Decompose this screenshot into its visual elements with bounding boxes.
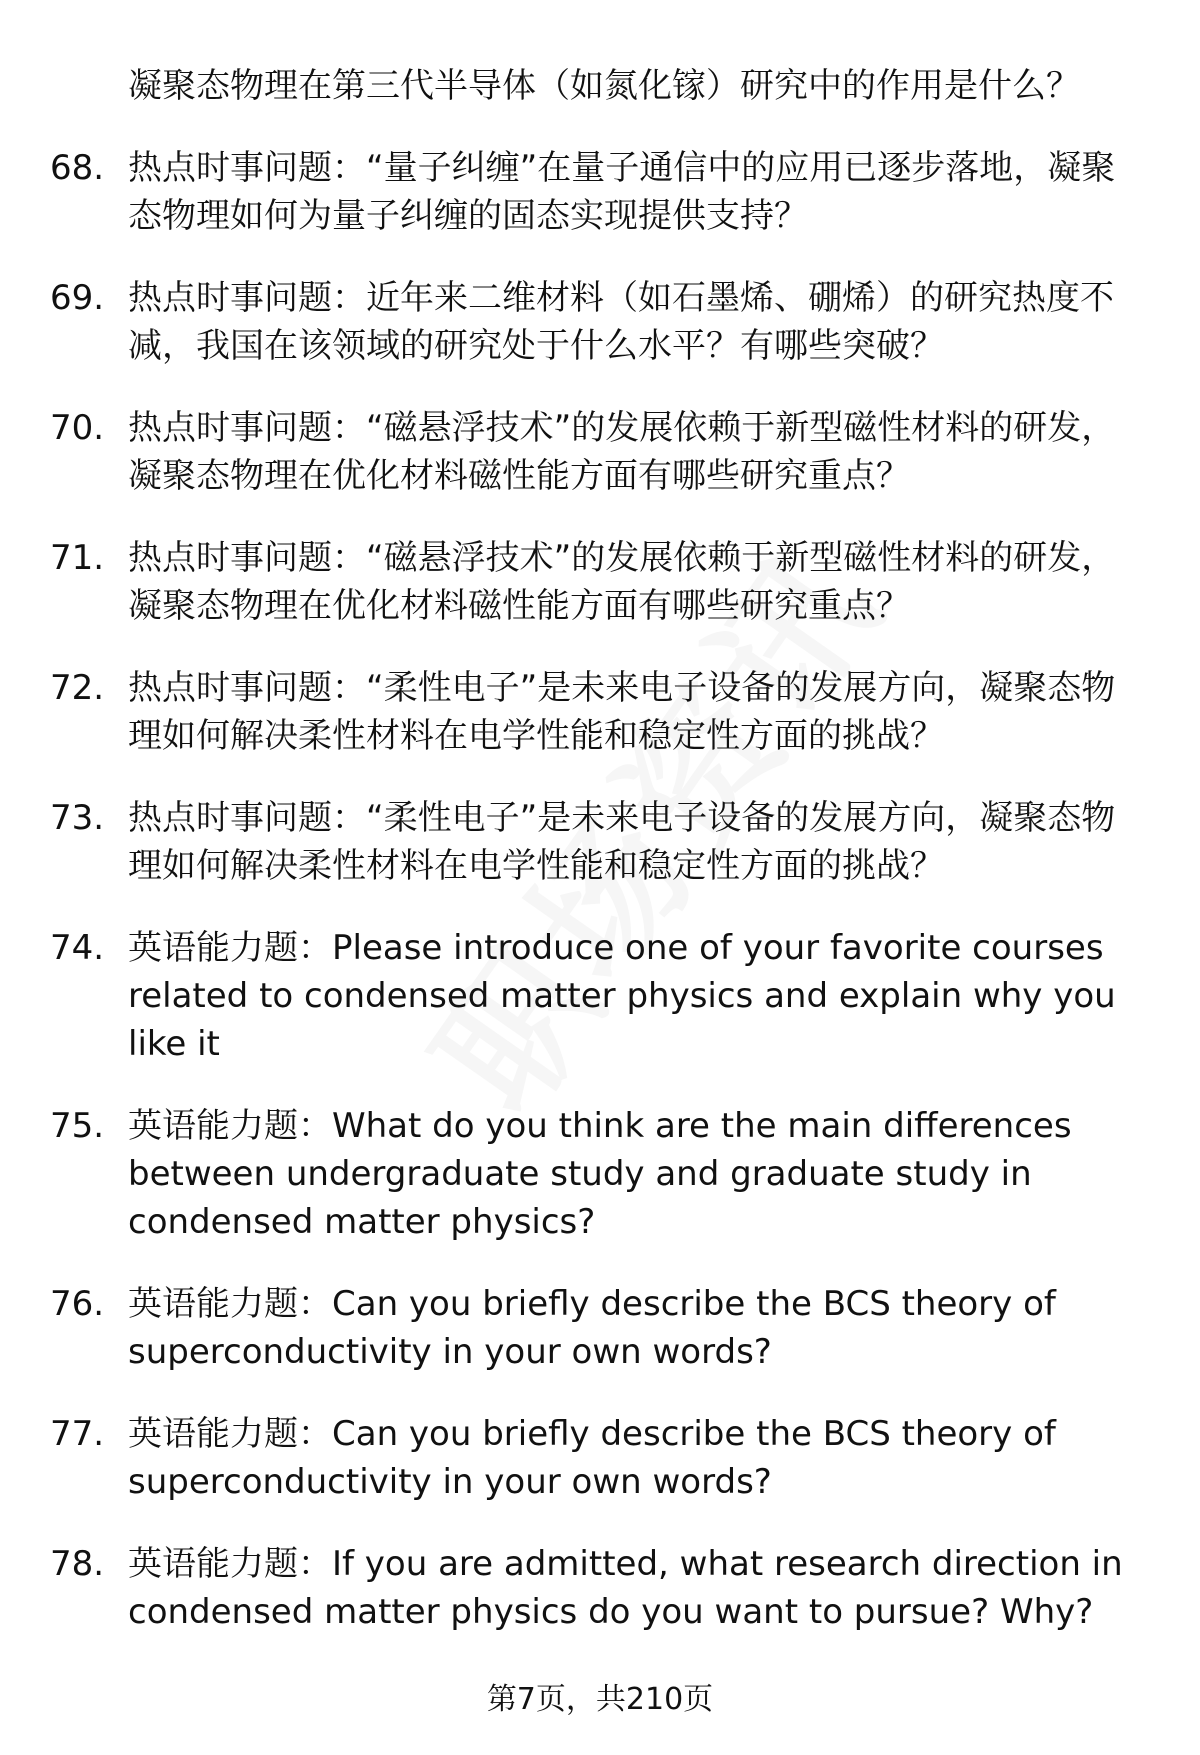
question-text: 英语能力题：Can you briefly describe the BCS theory of superconductivity in your own words? (128, 1284, 1056, 1372)
question-number: 70. (50, 408, 105, 448)
question-number: 76. (50, 1284, 105, 1324)
question-number: 78. (50, 1544, 105, 1584)
question-number: 71. (50, 538, 105, 578)
question-text: 英语能力题：What do you think are the main differences between undergraduate study and graduate study in condensed matter physics? (128, 1106, 1072, 1242)
list-item (50, 274, 1150, 370)
list-item (50, 404, 1150, 500)
question-list (50, 144, 1150, 1670)
question-number: 73. (50, 798, 105, 838)
list-item (50, 1410, 1150, 1506)
question-text: 英语能力题：If you are admitted, what research direction in condensed matter physics do you want to pursue? Why? (128, 1544, 1123, 1632)
list-item (50, 664, 1150, 760)
question-text: 热点时事问题：“柔性电子”是未来电子设备的发展方向，凝聚态物理如何解决柔性材料在电学性能和稳定性方面的挑战？ (128, 798, 1116, 886)
question-text: 热点时事问题：“柔性电子”是未来电子设备的发展方向，凝聚态物理如何解决柔性材料在电学性能和稳定性方面的挑战？ (128, 668, 1116, 756)
question-number: 77. (50, 1414, 105, 1454)
question-number: 75. (50, 1106, 105, 1146)
page-footer: 第7页，共210页 (486, 1682, 714, 1717)
list-item (50, 794, 1150, 890)
question-text: 英语能力题：Can you briefly describe the BCS theory of superconductivity in your own words? (128, 1414, 1056, 1502)
question-text: 热点时事问题：“磁悬浮技术”的发展依赖于新型磁性材料的研发，凝聚态物理在优化材料磁性能方面有哪些研究重点？ (128, 538, 1116, 626)
list-item (50, 1540, 1150, 1636)
list-item (50, 534, 1150, 630)
question-number: 69. (50, 278, 105, 318)
question-text: 英语能力题：Please introduce one of your favorite courses related to condensed matter physics and explain why you like it (128, 928, 1116, 1064)
list-item (50, 1102, 1150, 1246)
question-number: 68. (50, 148, 105, 188)
question-number: 74. (50, 928, 105, 968)
question-text: 热点时事问题：近年来二维材料（如石墨烯、硼烯）的研究热度不减，我国在该领域的研究处于什么水平？有哪些突破？ (128, 278, 1114, 366)
question-number: 72. (50, 668, 105, 708)
question-text: 热点时事问题：“量子纠缠”在量子通信中的应用已逐步落地，凝聚态物理如何为量子纠缠的固态实现提供支持？ (128, 148, 1116, 236)
list-item (50, 1280, 1150, 1376)
list-item (50, 924, 1150, 1068)
question-text: 热点时事问题：“磁悬浮技术”的发展依赖于新型磁性材料的研发，凝聚态物理在优化材料磁性能方面有哪些研究重点？ (128, 408, 1116, 496)
list-item (50, 144, 1150, 240)
intro-line: 凝聚态物理在第三代半导体（如氮化镓）研究中的作用是什么？ (128, 66, 1080, 106)
